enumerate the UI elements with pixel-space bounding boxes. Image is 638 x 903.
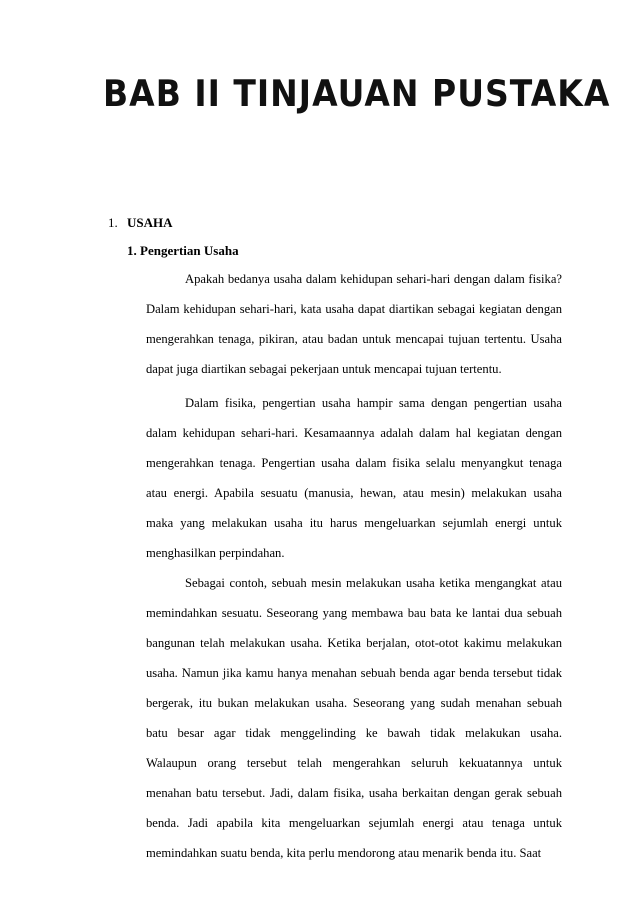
paragraph-line: maka yang melakukan usaha itu harus mengeluarkan sejumlah energi untuk — [146, 516, 562, 530]
paragraph-line: Walaupun orang tersebut telah mengerahkan seluruh kekuatannya untuk — [146, 756, 562, 770]
paragraph-line: dalam kehidupan sehari-hari. Kesamaannya adalah dalam hal kegiatan dengan — [146, 426, 562, 440]
chapter-title: BAB II TINJAUAN PUSTAKA — [103, 72, 611, 115]
section-number: 1. — [108, 215, 118, 230]
paragraph-line: bangunan telah melakukan usaha. Ketika berjalan, otot-otot kakimu melakukan — [146, 636, 562, 650]
paragraph-line: memindahkan suatu benda, kita perlu mendorong atau menarik benda itu. Saat — [146, 846, 542, 860]
paragraph-line: Dalam fisika, pengertian usaha hampir sama dengan pengertian usaha — [185, 396, 562, 410]
paragraph-line: dapat juga diartikan sebagai pekerjaan untuk mencapai tujuan tertentu. — [146, 362, 502, 376]
paragraph-line: atau energi. Apabila sesuatu (manusia, hewan, atau mesin) melakukan usaha — [146, 486, 562, 500]
paragraph-line: usaha. Namun jika kamu hanya menahan sebuah benda agar benda tersebut tidak — [146, 666, 562, 680]
paragraph-line: menahan batu tersebut. Jadi, dalam fisika, usaha berkaitan dengan gerak sebuah — [146, 786, 562, 800]
paragraph-line: batu besar agar tidak menggelinding ke bawah tidak melakukan usaha. — [146, 726, 562, 740]
subsection-title: 1. Pengertian Usaha — [127, 243, 239, 258]
paragraph-line: Dalam kehidupan sehari-hari, kata usaha dapat diartikan sebagai kegiatan dengan — [146, 302, 562, 316]
paragraph-line: benda. Jadi apabila kita mengeluarkan sejumlah energi atau tenaga untuk — [146, 816, 562, 830]
paragraph-line: Apakah bedanya usaha dalam kehidupan sehari-hari dengan dalam fisika? — [185, 272, 562, 286]
paragraph-line: mengerahkan tenaga, pikiran, atau badan untuk mencapai tujuan tertentu. Usaha — [146, 332, 562, 346]
paragraph-line: Sebagai contoh, sebuah mesin melakukan usaha ketika mengangkat atau — [185, 576, 562, 590]
paragraph-line: mengerahkan tenaga. Pengertian usaha dalam fisika selalu menyangkut tenaga — [146, 456, 562, 470]
paragraph-line: bergerak, itu bukan melakukan usaha. Seseorang yang sudah menahan sebuah — [146, 696, 562, 710]
paragraph-line: memindahkan sesuatu. Seseorang yang membawa bau bata ke lantai dua sebuah — [146, 606, 562, 620]
section-title: USAHA — [127, 215, 173, 230]
paragraph-line: menghasilkan perpindahan. — [146, 546, 285, 560]
